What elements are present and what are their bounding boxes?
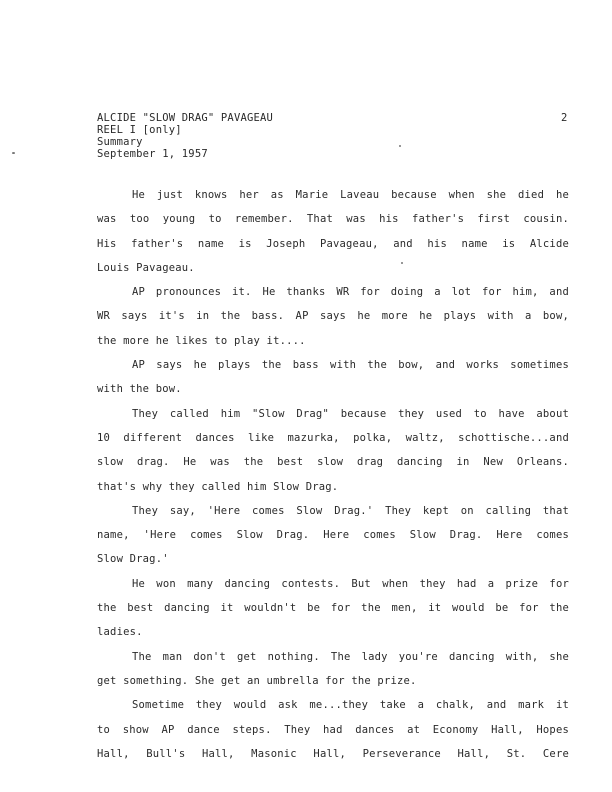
document-header (97, 112, 273, 160)
body-line: name, 'Here comes Slow Drag. Here comes Slow Drag. Here comes (97, 529, 569, 542)
scan-speck (12, 152, 15, 154)
body-line: was too young to remember. That was his father's first cousin. (97, 213, 569, 226)
scan-speck (399, 145, 401, 147)
body-line: 10 different dances like mazurka, polka, waltz, schottische...and (97, 431, 569, 444)
body-line: AP says he plays the bass with the bow, and works sometimes (132, 359, 569, 372)
body-line: His father's name is Joseph Pavageau, and his name is Alcide (97, 237, 569, 250)
header-title: ALCIDE "SLOW DRAG" PAVAGEAU (97, 112, 274, 124)
body-line: with the bow. (97, 383, 182, 396)
body-line: to show AP dance steps. They had dances at Economy Hall, Hopes (97, 723, 569, 736)
page-number: 2 (561, 112, 568, 124)
body-line: They say, 'Here comes Slow Drag.' They kept on calling that (132, 504, 569, 517)
body-line: the more he likes to play it.... (97, 334, 306, 347)
header-date: September 1, 1957 (97, 148, 208, 160)
body-line: Slow Drag.' (97, 553, 169, 566)
body-line: ladies. (97, 626, 143, 639)
body-line: that's why they called him Slow Drag. (97, 480, 339, 493)
body-line: slow drag. He was the best slow drag dancing in New Orleans. (97, 456, 569, 469)
scan-speck (401, 262, 403, 264)
body-line: get something. She get an umbrella for the prize. (97, 674, 417, 687)
body-line: the best dancing it wouldn't be for the men, it would be for the (97, 602, 569, 615)
body-line: Hall, Bull's Hall, Masonic Hall, Perseverance Hall, St. Cere (97, 747, 569, 760)
header-reel: REEL I [only] (97, 124, 182, 136)
body-line: AP pronounces it. He thanks WR for doing a lot for him, and (132, 286, 569, 299)
body-line: They called him "Slow Drag" because they used to have about (132, 407, 569, 420)
body-line: Sometime they would ask me...they take a chalk, and mark it (132, 699, 569, 712)
body-line: WR says it's in the bass. AP says he more he plays with a bow, (97, 310, 569, 323)
header-summary-label: Summary (97, 136, 143, 148)
body-line: The man don't get nothing. The lady you're dancing with, she (132, 650, 569, 663)
body-line: He won many dancing contests. But when they had a prize for (132, 577, 569, 590)
summary-body (97, 183, 569, 766)
body-line: Louis Pavageau. (97, 261, 195, 274)
body-line: He just knows her as Marie Laveau because when she died he (132, 189, 569, 201)
